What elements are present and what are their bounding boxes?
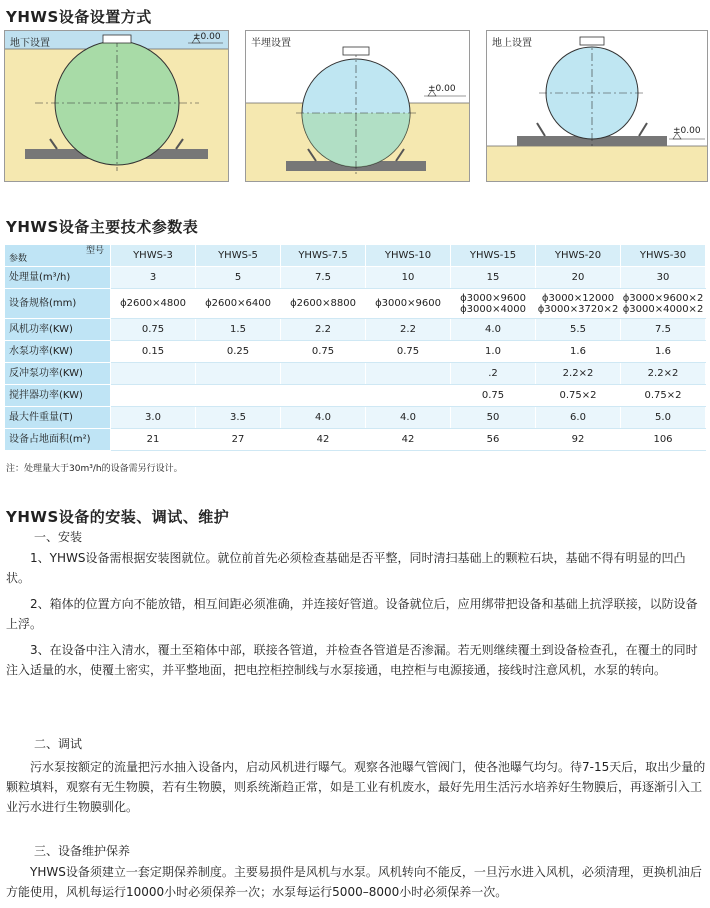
debug-text: 污水泵按额定的流量把污水抽入设备内，启动风机进行曝气。观察各池曝气管阀门，使各池曝气均匀。待7-15天后，取出少量的颗粒填料，观察有无生物膜，若有生物膜，则系统渐趋正常，如是工业有机废水，最好先用生活污水培养好生物膜后，再逐渐引入工业污水进行生物膜驯化。	[6, 760, 706, 814]
model-header: YHWS-15	[451, 245, 536, 267]
model-header: YHWS-7.5	[281, 245, 366, 267]
section-title-install: YHWS设备的安装、调试、维护	[6, 508, 230, 526]
spec-cell: 21	[111, 429, 196, 451]
panel-underground	[4, 30, 229, 182]
spec-cell: 30	[621, 267, 706, 289]
spec-cell: 0.75	[451, 385, 536, 407]
spec-cell: 0.25	[196, 341, 281, 363]
panel-above-ground-label: 地上设置	[492, 38, 532, 49]
spec-cell: 0.75×2	[621, 385, 706, 407]
spec-row	[5, 289, 706, 319]
model-header: YHWS-10	[366, 245, 451, 267]
spec-cell: 6.0	[536, 407, 621, 429]
install-paragraphs	[6, 548, 706, 680]
spec-row-label: 设备规格(mm)	[5, 289, 111, 319]
panel-half-buried	[245, 30, 470, 182]
spec-cell: ϕ2600×4800	[111, 289, 196, 319]
spec-cell: 1.6	[536, 341, 621, 363]
spec-cell: 42	[366, 429, 451, 451]
spec-row-label: 最大件重量(T)	[5, 407, 111, 429]
spec-cell: 2.2	[366, 319, 451, 341]
spec-row	[5, 385, 706, 407]
spec-cell: 0.15	[111, 341, 196, 363]
spec-cell	[281, 363, 366, 385]
spec-cell: 3.5	[196, 407, 281, 429]
spec-cell: 7.5	[281, 267, 366, 289]
spec-row	[5, 363, 706, 385]
maint-text: YHWS设备须建立一套定期保养制度。主要易损件是风机与水泵。风机转向不能反，一旦污水进入风机，必须清理，更换机油后方能使用，风机每运行10000小时必须保养一次；水泵每运行5000–8000小时必须保养一次。	[6, 865, 702, 899]
debug-heading: 二、调试	[34, 737, 83, 751]
debug-paragraphs	[6, 757, 706, 817]
spec-cell: 2.2	[281, 319, 366, 341]
spec-table-header-row	[5, 245, 706, 267]
spec-cell: 10	[366, 267, 451, 289]
table-note: 注：处理量大于30m³/h的设备需另行设计。	[6, 464, 183, 474]
spec-cell	[281, 385, 366, 407]
spec-cell: 1.5	[196, 319, 281, 341]
spec-cell	[111, 385, 196, 407]
spec-cell: ϕ3000×9600×2 ϕ3000×4000×2	[621, 289, 706, 319]
spec-cell: ϕ3000×12000 ϕ3000×3720×2	[536, 289, 621, 319]
spec-cell: ϕ2600×8800	[281, 289, 366, 319]
panel-half-buried-label: 半埋设置	[251, 38, 291, 49]
spec-row-label: 反冲泵功率(KW)	[5, 363, 111, 385]
spec-row	[5, 429, 706, 451]
spec-table-corner	[5, 245, 111, 267]
spec-cell: 5.5	[536, 319, 621, 341]
spec-table	[4, 244, 706, 451]
spec-cell: 1.0	[451, 341, 536, 363]
spec-cell: ϕ3000×9600 ϕ3000×4000	[451, 289, 536, 319]
install-step-2: 2、箱体的位置方向不能放错，相互间距必须准确，并连接好管道。设备就位后，应用绑带把设备和基础上抗浮联接，以防设备上浮。	[6, 597, 698, 631]
spec-row	[5, 407, 706, 429]
install-heading: 一、安装	[34, 530, 83, 544]
spec-cell: 2.2×2	[536, 363, 621, 385]
spec-cell: 3	[111, 267, 196, 289]
section-title-installation-modes: YHWS设备设置方式	[6, 8, 152, 26]
spec-cell: 4.0	[366, 407, 451, 429]
half-buried-diagram	[246, 31, 469, 181]
spec-cell: 5	[196, 267, 281, 289]
spec-cell: 4.0	[281, 407, 366, 429]
above-ground-diagram	[487, 31, 707, 181]
maint-heading: 三、设备维护保养	[34, 844, 131, 858]
spec-row	[5, 267, 706, 289]
spec-row	[5, 319, 706, 341]
spec-row-label: 处理量(m³/h)	[5, 267, 111, 289]
spec-cell: 7.5	[621, 319, 706, 341]
spec-cell	[196, 385, 281, 407]
spec-cell: 1.6	[621, 341, 706, 363]
spec-table-body	[5, 267, 706, 451]
install-step-3: 3、在设备中注入清水，覆土至箱体中部，联接各管道，并检查各管道是否渗漏。若无则继续覆土到设备检查孔，在覆土的同时注入适量的水，使覆土密实，并平整地面，把电控柜控制线与水泵接通，电控柜与电源接通，接线时注意风机，水泵的转向。	[6, 643, 698, 677]
corner-model-label: 型号	[85, 246, 104, 256]
spec-cell: ϕ3000×9600	[366, 289, 451, 319]
spec-cell: 106	[621, 429, 706, 451]
spec-cell: 15	[451, 267, 536, 289]
spec-cell: 2.2×2	[621, 363, 706, 385]
spec-row-label: 搅拌器功率(KW)	[5, 385, 111, 407]
spec-cell: .2	[451, 363, 536, 385]
spec-row-label: 设备占地面积(m²)	[5, 429, 111, 451]
model-header: YHWS-30	[621, 245, 706, 267]
maint-paragraphs	[6, 862, 706, 902]
spec-cell: 5.0	[621, 407, 706, 429]
spec-cell: 42	[281, 429, 366, 451]
spec-cell: 3.0	[111, 407, 196, 429]
spec-cell	[196, 363, 281, 385]
spec-cell	[111, 363, 196, 385]
spec-row	[5, 341, 706, 363]
model-header: YHWS-3	[111, 245, 196, 267]
section-title-spec-table: YHWS设备主要技术参数表	[6, 218, 199, 236]
spec-cell: 0.75	[111, 319, 196, 341]
spec-cell: 0.75	[366, 341, 451, 363]
underground-diagram	[5, 31, 228, 181]
spec-cell: 4.0	[451, 319, 536, 341]
spec-cell: 20	[536, 267, 621, 289]
spec-cell: 56	[451, 429, 536, 451]
model-header: YHWS-5	[196, 245, 281, 267]
spec-cell: 0.75×2	[536, 385, 621, 407]
model-header: YHWS-20	[536, 245, 621, 267]
corner-param-label: 参数	[9, 254, 28, 264]
spec-cell: 50	[451, 407, 536, 429]
spec-cell	[366, 363, 451, 385]
spec-cell	[366, 385, 451, 407]
panel-half-buried-level: ±0.00	[428, 84, 456, 94]
panel-underground-label: 地下设置	[10, 38, 50, 49]
panel-above-ground	[486, 30, 708, 182]
spec-cell: ϕ2600×6400	[196, 289, 281, 319]
install-step-1: 1、YHWS设备需根据安装图就位。就位前首先必须检查基础是否平整，同时清扫基础上的颗粒石块，基础不得有明显的凹凸状。	[6, 551, 686, 585]
spec-row-label: 风机功率(KW)	[5, 319, 111, 341]
panel-above-ground-level: ±0.00	[673, 126, 701, 136]
panel-underground-level: ±0.00	[193, 32, 221, 42]
spec-row-label: 水泵功率(KW)	[5, 341, 111, 363]
spec-cell: 0.75	[281, 341, 366, 363]
spec-cell: 27	[196, 429, 281, 451]
spec-cell: 92	[536, 429, 621, 451]
